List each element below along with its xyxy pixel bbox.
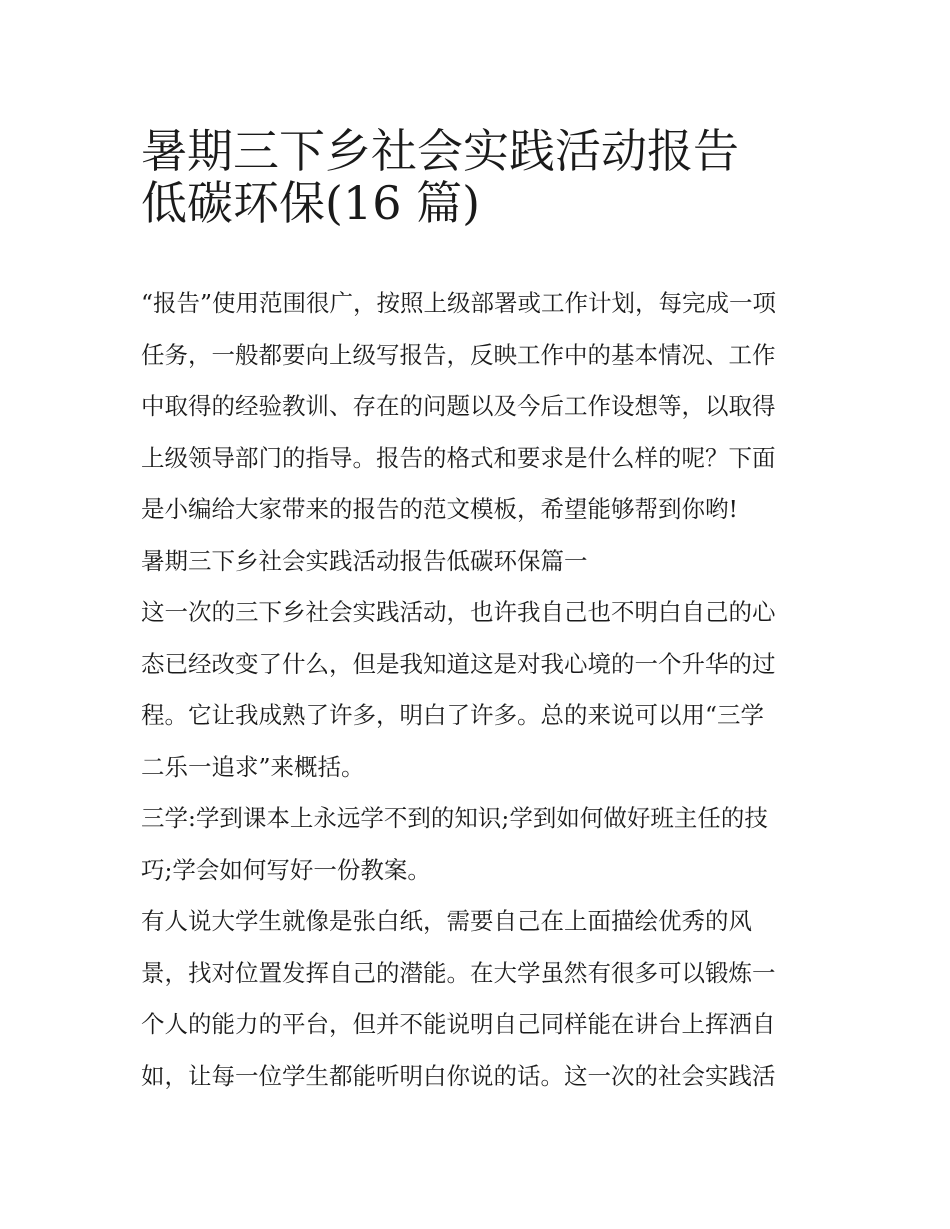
body-line: 如，让每一位学生都能听明白你说的话。这一次的社会实践活 (141, 1061, 776, 1090)
body-line: 二乐一追求”来概括。 (141, 752, 365, 781)
body-line: 态已经改变了什么，但是我知道这是对我心境的一个升华的过 (141, 649, 776, 678)
body-line: 个人的能力的平台，但并不能说明自己同样能在讲台上挥洒自 (141, 1010, 776, 1038)
document-body (141, 278, 817, 1102)
body-line: 上级领导部门的指导。报告的格式和要求是什么样的呢？下面 (141, 443, 776, 472)
document-title (141, 112, 831, 230)
body-line: 中取得的经验教训、存在的问题以及今后工作设想等，以取得 (141, 392, 776, 420)
body-line: 三学:学到课本上永远学不到的知识;学到如何做好班主任的技 (141, 804, 768, 832)
title-line-2: 低碳环保(16 篇) (141, 175, 481, 230)
body-line: 有人说大学生就像是张白纸，需要自己在上面描绘优秀的风 (141, 907, 752, 935)
body-line: 景，找对位置发挥自己的潜能。在大学虽然有很多可以锻炼一 (141, 958, 776, 987)
section-heading: 暑期三下乡社会实践活动报告低碳环保篇一 (141, 546, 588, 575)
body-line: 这一次的三下乡社会实践活动，也许我自己也不明白自己的心 (141, 598, 776, 626)
body-line: 程。它让我成熟了许多，明白了许多。总的来说可以用“三学 (141, 701, 765, 729)
body-line: 任务，一般都要向上级写报告，反映工作中的基本情况、工作 (141, 340, 776, 369)
body-line: “报告”使用范围很广，按照上级部署或工作计划，每完成一项 (141, 289, 777, 317)
body-line: 巧;学会如何写好一份教案。 (141, 855, 431, 884)
body-line: 是小编给大家带来的报告的范文模板，希望能够帮到你哟! (141, 495, 738, 523)
title-line-1: 暑期三下乡社会实践活动报告 (141, 124, 739, 178)
